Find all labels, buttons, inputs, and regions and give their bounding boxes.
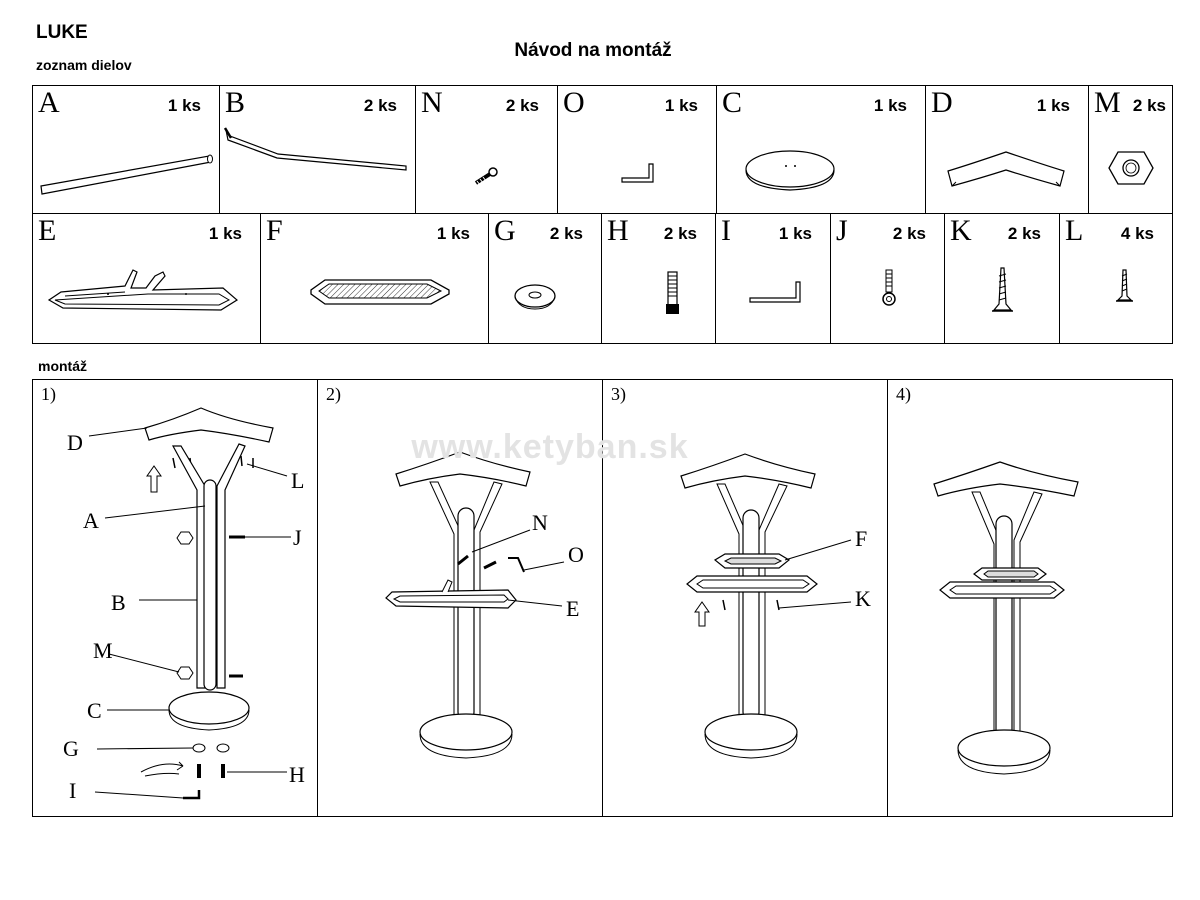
callout-i: I [69, 778, 77, 803]
part-cell-j [830, 213, 945, 344]
step-number: 4) [896, 384, 911, 404]
assembly-heading: montáž [38, 358, 87, 374]
part-letter: N [421, 86, 443, 119]
callout-b: B [111, 590, 126, 615]
part-quantity: 2 ks [1007, 224, 1041, 243]
part-cell-a [32, 85, 220, 214]
part-cell-h [601, 213, 716, 344]
callout-d: D [67, 430, 83, 455]
watermark: www.ketyban.sk [411, 428, 689, 466]
part-letter: J [836, 214, 848, 247]
part-letter: I [721, 214, 731, 247]
step-number: 2) [326, 384, 341, 404]
part-quantity: 1 ks [1036, 96, 1070, 115]
part-quantity: 2 ks [1132, 96, 1166, 115]
part-cell-o [557, 85, 717, 214]
part-quantity: 1 ks [778, 224, 812, 243]
part-cell-g [488, 213, 602, 344]
part-quantity: 2 ks [363, 96, 397, 115]
parts-list-heading: zoznam dielov [36, 57, 132, 73]
part-quantity: 2 ks [505, 96, 539, 115]
part-cell-n [415, 85, 558, 214]
callout-f: F [855, 526, 868, 551]
part-quantity: 1 ks [167, 96, 201, 115]
part-letter: E [38, 214, 57, 247]
allen-key-icon [716, 214, 831, 344]
page-title: Návod na montáž [514, 40, 672, 61]
part-cell-b [219, 85, 416, 214]
callout-a: A [83, 508, 99, 533]
part-quantity: 1 ks [664, 96, 698, 115]
assembly-step-1 [32, 379, 318, 817]
part-cell-c [716, 85, 926, 214]
callout-m: M [93, 638, 113, 663]
part-letter: O [563, 86, 585, 119]
callout-e: E [566, 596, 580, 621]
part-cell-d [925, 85, 1089, 214]
callout-o: O [568, 542, 584, 567]
part-letter: A [38, 86, 60, 119]
part-letter: K [950, 214, 972, 247]
part-letter: G [494, 214, 516, 247]
product-name: LUKE [36, 22, 88, 43]
callout-h: H [289, 762, 305, 787]
assembly-step-4 [887, 379, 1173, 817]
part-quantity: 4 ks [1120, 224, 1154, 243]
callout-c: C [87, 698, 102, 723]
callout-l: L [291, 468, 305, 493]
part-quantity: 1 ks [436, 224, 470, 243]
part-quantity: 1 ks [208, 224, 242, 243]
part-cell-k [944, 213, 1060, 344]
part-letter: H [607, 214, 629, 247]
part-cell-i [715, 213, 831, 344]
part-letter: M [1094, 86, 1121, 119]
part-cell-f [260, 213, 489, 344]
callout-g: G [63, 736, 79, 761]
part-letter: C [722, 86, 743, 119]
eye-screw-icon [831, 214, 945, 344]
part-cell-l [1059, 213, 1173, 344]
part-letter: F [266, 214, 283, 247]
step-number: 1) [41, 384, 56, 404]
part-letter: D [931, 86, 953, 119]
callout-n: N [532, 510, 548, 535]
part-quantity: 2 ks [663, 224, 697, 243]
part-letter: L [1065, 214, 1084, 247]
part-quantity: 1 ks [873, 96, 907, 115]
part-cell-m [1088, 85, 1173, 214]
callout-j: J [293, 525, 302, 550]
step-number: 3) [611, 384, 626, 404]
part-letter: B [225, 86, 246, 119]
callout-k: K [855, 586, 871, 611]
assembly-drawing [888, 380, 1174, 818]
part-cell-e [32, 213, 261, 344]
part-quantity: 2 ks [549, 224, 583, 243]
part-quantity: 2 ks [892, 224, 926, 243]
